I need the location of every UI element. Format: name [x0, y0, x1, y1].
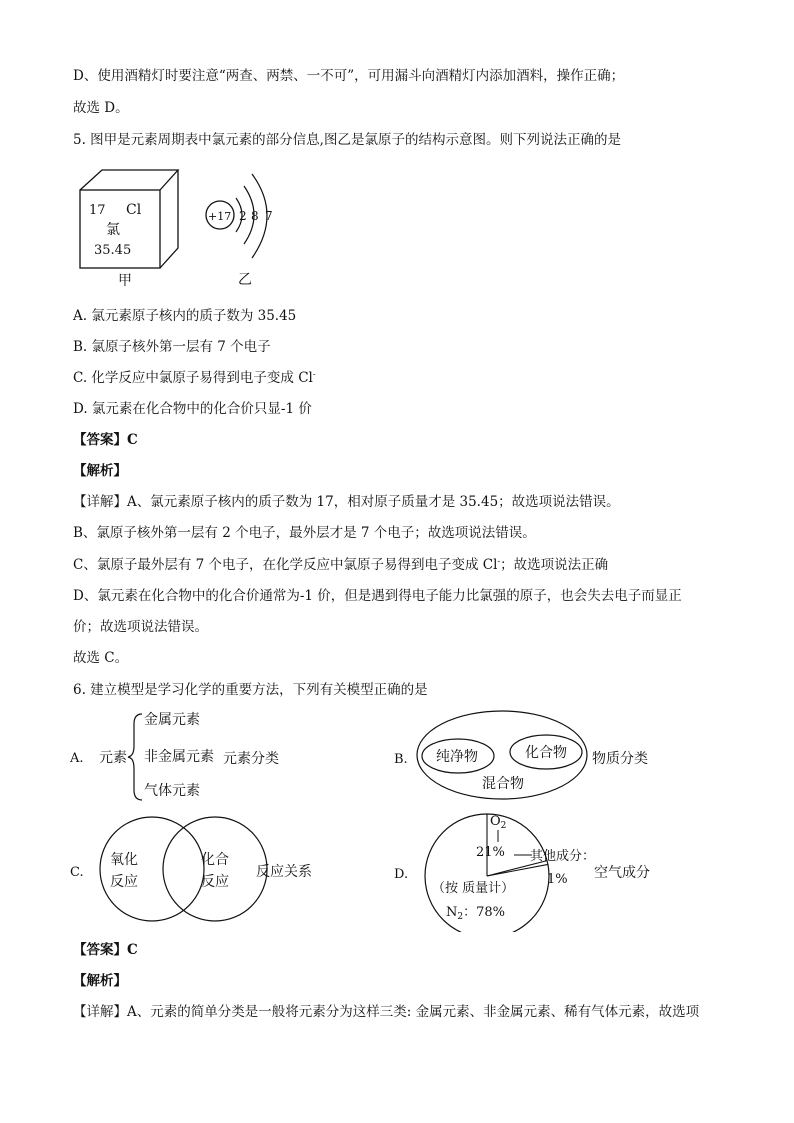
q5-detail-a: 【详解】A、氯元素原子核内的质子数为 17，相对原子质量才是 35.45；故选项说法错误。 [73, 494, 620, 510]
combination-label-2: 反应 [201, 874, 229, 890]
nonmetal-element: 非金属元素 [144, 749, 214, 765]
shell-1-electrons: 2 [239, 209, 247, 223]
o2-percent: 21% [476, 845, 505, 860]
option-d-diagram [394, 808, 684, 932]
q6-analysis-heading: 【解析】 [73, 973, 127, 989]
element-name: 氯 [106, 222, 120, 238]
option-b-caption: 物质分类 [592, 751, 648, 767]
metal-element: 金属元素 [144, 712, 200, 728]
question-5: 5. 图甲是元素周期表中氯元素的部分信息,图乙是氯原子的结构示意图。则下列说法正确的是 [73, 132, 621, 148]
line-d-option-explanation: D、使用酒精灯时要注意“两查、两禁、一不可”，可用漏斗向酒精灯内添加酒料，操作正确； [73, 68, 625, 84]
mixture-label: 混合物 [482, 776, 524, 792]
q5-option-c: C. 化学反应中氯原子易得到电子变成 Cl- [73, 369, 316, 386]
option-c-letter: C. [70, 865, 84, 880]
q6-answer: 【答案】C [73, 942, 138, 958]
q5-answer: 【答案】C [73, 432, 138, 448]
element-number: 17 [89, 203, 106, 218]
pure-substance-label: 纯净物 [436, 749, 478, 765]
q5-option-d: D. 氯元素在化合物中的化合价只显-1 价 [73, 401, 312, 417]
shell-2-electrons: 8 [251, 209, 259, 223]
option-c-diagram [70, 812, 330, 922]
q5-detail-b: B、氯原子核外第一层有 2 个电子，最外层才是 7 个电子；故选项说法错误。 [73, 525, 536, 541]
combination-label-1: 化合 [201, 852, 229, 868]
combination-circle [163, 817, 267, 921]
option-a-letter: A. [70, 751, 84, 766]
gas-element: 气体元素 [144, 783, 200, 799]
by-mass-label: （按 质量计） [432, 881, 515, 896]
q5-choose-c: 故选 C。 [73, 650, 129, 666]
option-a-diagram [70, 706, 300, 802]
pie-boundary-other-n2 [487, 864, 548, 876]
q5-analysis-heading: 【解析】 [73, 463, 127, 479]
compound-label: 化合物 [525, 745, 567, 761]
nucleus-charge: +17 [208, 210, 232, 223]
figure-yi-label: 乙 [238, 272, 252, 288]
figure-jia [76, 168, 186, 290]
n2-label: $N_2$：78% [446, 905, 506, 922]
brace [128, 714, 142, 800]
oxidation-label-2: 反应 [110, 874, 138, 890]
question-6: 6. 建立模型是学习化学的重要方法，下列有关模型正确的是 [73, 682, 428, 698]
q6-detail-a: 【详解】A、元素的简单分类是一般将元素分为这样三类: 金属元素、非金属元素、稀有气体元素，故选项 [73, 1004, 700, 1020]
q5-option-a: A. 氯元素原子核内的质子数为 35.45 [73, 308, 297, 324]
o2-label: $O_2$ [490, 814, 507, 831]
option-d-caption: 空气成分 [594, 865, 650, 881]
figure-jia-label: 甲 [118, 273, 132, 289]
other-percent: 1% [547, 872, 568, 887]
option-b-letter: B. [394, 752, 408, 767]
q5-detail-d: D、氯元素在化合物中的化合价通常为-1 价，但是遇到得电子能力比氯强的原子，也会失去电子而显正 [73, 588, 682, 604]
q5-detail-d-cont: 价；故选项说法错误。 [73, 619, 208, 635]
element-root-label: 元素 [99, 750, 127, 766]
option-a-caption: 元素分类 [223, 751, 279, 767]
element-symbol: Cl [126, 202, 142, 218]
element-mass: 35.45 [94, 243, 132, 258]
figure-yi [198, 166, 288, 290]
shell-3-electrons: 7 [265, 209, 273, 223]
oxidation-label-1: 氧化 [110, 852, 138, 868]
option-d-letter: D. [394, 867, 409, 882]
option-c-caption: 反应关系 [256, 864, 312, 880]
q5-detail-c: C、氯原子最外层有 7 个电子，在化学反应中氯原子易得到电子变成 Cl-；故选项说法正确 [73, 556, 609, 573]
other-label: 其他成分： [530, 849, 596, 864]
option-b-diagram [394, 710, 664, 804]
q5-option-b: B. 氯原子核外第一层有 7 个电子 [73, 339, 271, 355]
oxidation-circle [100, 817, 204, 921]
line-choose-d: 故选 D。 [73, 100, 129, 116]
